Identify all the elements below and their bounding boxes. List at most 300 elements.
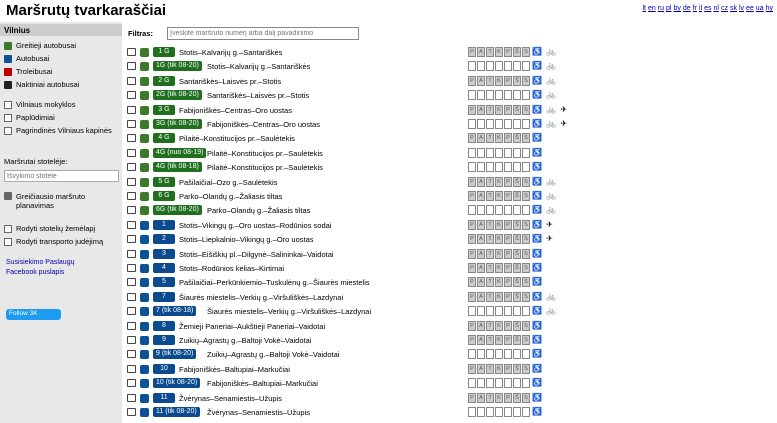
day-box[interactable]: P (468, 191, 476, 201)
route-row[interactable] (122, 162, 777, 173)
route-number-badge[interactable]: 11 (153, 393, 175, 403)
route-name[interactable]: Pašilaičiai–Perkūnkiemio–Tuskulėnų g.–Šiaurės miestelis (179, 278, 370, 288)
route-row[interactable] (122, 191, 777, 202)
day-box[interactable]: A (477, 335, 485, 345)
schedule-days[interactable] (468, 321, 531, 331)
day-box[interactable]: P (504, 191, 512, 201)
day-box[interactable]: P (504, 47, 512, 57)
schedule-days[interactable] (468, 378, 531, 388)
day-box[interactable] (504, 90, 512, 100)
day-box[interactable]: K (495, 263, 503, 273)
day-box[interactable]: S (522, 263, 530, 273)
day-box[interactable]: Š (513, 76, 521, 86)
day-box[interactable]: A (477, 220, 485, 230)
day-box[interactable] (504, 306, 512, 316)
language-link-en[interactable]: en (647, 5, 656, 12)
day-box[interactable] (495, 349, 503, 359)
day-box[interactable]: S (522, 177, 530, 187)
map-icon[interactable] (127, 235, 136, 243)
map-icon[interactable] (127, 379, 136, 387)
route-row[interactable] (122, 335, 777, 346)
map-icon[interactable] (127, 394, 136, 402)
schedule-days[interactable] (468, 263, 531, 273)
day-box[interactable] (495, 205, 503, 215)
map-icon[interactable] (127, 163, 136, 171)
language-link-lv[interactable]: lv (738, 5, 744, 12)
day-box[interactable]: S (522, 335, 530, 345)
day-box[interactable]: Š (513, 277, 521, 287)
route-number-badge[interactable]: 1G (tik 08-20) (153, 61, 202, 71)
day-box[interactable] (513, 90, 521, 100)
day-box[interactable]: A (477, 249, 485, 259)
day-box[interactable] (522, 162, 530, 172)
day-box[interactable]: S (522, 292, 530, 302)
day-box[interactable]: P (504, 292, 512, 302)
language-link-ua[interactable]: ua (755, 5, 764, 12)
language-link-il[interactable]: il (698, 5, 703, 12)
route-name[interactable]: Šiaurės miestelis–Verkių g.–Viršuliškės–Lazdynai (207, 307, 372, 317)
day-box[interactable]: K (495, 292, 503, 302)
route-name[interactable]: Zuikių–Agrastų g.–Baltoji Vokė–Vaidotai (179, 336, 312, 345)
day-box[interactable]: K (495, 249, 503, 259)
day-box[interactable]: T (486, 335, 494, 345)
map-icon[interactable] (127, 264, 136, 272)
route-number-badge[interactable]: 9 (tik 08-20) (153, 349, 196, 359)
schedule-days[interactable] (468, 292, 531, 302)
day-box[interactable]: P (468, 177, 476, 187)
route-number-badge[interactable]: 5 (153, 277, 175, 287)
day-box[interactable]: A (477, 364, 485, 374)
day-box[interactable] (477, 119, 485, 129)
route-row[interactable] (122, 407, 777, 418)
route-row[interactable] (122, 378, 777, 389)
day-box[interactable]: P (468, 335, 476, 345)
route-name[interactable]: Fabijoniškės–Centras–Oro uostas (207, 120, 320, 129)
day-box[interactable]: T (486, 364, 494, 374)
sidebar-item-transport[interactable] (4, 40, 122, 51)
route-row[interactable] (122, 76, 777, 87)
schedule-days[interactable] (468, 277, 531, 287)
route-name[interactable]: Šiaurės miestelis–Verkių g.–Viršuliškės–Lazdynai (179, 292, 344, 302)
day-box[interactable]: S (522, 393, 530, 403)
day-box[interactable]: A (477, 234, 485, 244)
day-box[interactable] (522, 119, 530, 129)
day-box[interactable]: A (477, 47, 485, 57)
route-row[interactable] (122, 148, 777, 159)
day-box[interactable] (468, 119, 476, 129)
route-number-badge[interactable]: 1 (153, 220, 175, 230)
day-box[interactable] (504, 407, 512, 417)
day-box[interactable]: Š (513, 321, 521, 331)
day-box[interactable]: T (486, 263, 494, 273)
route-row[interactable] (122, 220, 777, 231)
sidebar-item-extra[interactable] (4, 99, 122, 110)
day-box[interactable]: T (486, 321, 494, 331)
schedule-days[interactable] (468, 76, 531, 86)
day-box[interactable]: A (477, 277, 485, 287)
day-box[interactable]: S (522, 220, 530, 230)
schedule-days[interactable] (468, 306, 531, 316)
day-box[interactable] (495, 90, 503, 100)
route-number-badge[interactable]: 10 (tik 08-20) (153, 378, 200, 388)
sidebar-item-transport[interactable] (4, 53, 122, 64)
route-number-badge[interactable]: 4G (tik 08-18) (153, 162, 202, 172)
route-number-badge[interactable]: 2 (153, 234, 175, 244)
route-name[interactable]: Santariškės–Laisvės pr.–Stotis (207, 91, 310, 101)
route-row[interactable] (122, 349, 777, 360)
map-icon[interactable] (127, 278, 136, 286)
day-box[interactable] (486, 378, 494, 388)
route-name[interactable]: Pilaitė–Konstitucijos pr.–Saulėtekis (179, 134, 295, 144)
day-box[interactable]: P (504, 76, 512, 86)
route-number-badge[interactable]: 10 (153, 364, 175, 374)
day-box[interactable]: K (495, 191, 503, 201)
day-box[interactable]: P (468, 393, 476, 403)
day-box[interactable] (495, 119, 503, 129)
route-name[interactable]: Žemieji Paneriai–Aukštieji Paneriai–Vaidotai (179, 321, 326, 331)
day-box[interactable]: P (468, 133, 476, 143)
day-box[interactable]: Š (513, 364, 521, 374)
language-link-cz[interactable]: cz (720, 5, 728, 12)
day-box[interactable]: K (495, 47, 503, 57)
day-box[interactable] (504, 61, 512, 71)
day-box[interactable] (522, 148, 530, 158)
route-number-badge[interactable]: 9 (153, 335, 175, 345)
day-box[interactable] (495, 407, 503, 417)
day-box[interactable] (504, 119, 512, 129)
day-box[interactable]: S (522, 133, 530, 143)
route-name[interactable]: Stotis–Rodūnios kelias–Kirtimai (179, 264, 285, 273)
stop-input[interactable] (4, 170, 119, 182)
day-box[interactable]: Š (513, 263, 521, 273)
route-row[interactable] (122, 263, 777, 274)
route-number-badge[interactable]: 4 (153, 263, 175, 273)
route-row[interactable] (122, 61, 777, 72)
schedule-days[interactable] (468, 205, 531, 215)
day-box[interactable] (504, 162, 512, 172)
language-link-fr[interactable]: fr (692, 5, 697, 12)
day-box[interactable]: Š (513, 191, 521, 201)
route-number-badge[interactable]: 6G (tik 08-20) (153, 205, 202, 215)
day-box[interactable] (513, 148, 521, 158)
map-icon[interactable] (127, 91, 136, 99)
day-box[interactable]: A (477, 292, 485, 302)
day-box[interactable] (522, 306, 530, 316)
day-box[interactable]: T (486, 249, 494, 259)
day-box[interactable]: P (468, 76, 476, 86)
schedule-days[interactable] (468, 191, 531, 201)
route-number-badge[interactable]: 3 G (153, 105, 175, 115)
sidebar-item-extra[interactable] (4, 112, 122, 123)
day-box[interactable]: P (468, 249, 476, 259)
day-box[interactable] (522, 378, 530, 388)
day-box[interactable]: P (468, 277, 476, 287)
route-name[interactable]: Fabijoniškės–Baltupiai–Markučiai (207, 379, 318, 389)
day-box[interactable] (477, 378, 485, 388)
day-box[interactable]: A (477, 177, 485, 187)
day-box[interactable] (477, 306, 485, 316)
map-icon[interactable] (127, 322, 136, 330)
day-box[interactable]: K (495, 393, 503, 403)
day-box[interactable]: S (522, 76, 530, 86)
day-box[interactable] (468, 90, 476, 100)
day-box[interactable]: K (495, 133, 503, 143)
language-link-sk[interactable]: sk (729, 5, 737, 12)
day-box[interactable]: P (468, 234, 476, 244)
day-box[interactable] (495, 148, 503, 158)
day-box[interactable] (513, 61, 521, 71)
map-icon[interactable] (127, 250, 136, 258)
route-name[interactable]: Stotis–Vikingų g.–Oro uostas–Rodūnios sodai (179, 220, 332, 230)
day-box[interactable]: P (504, 393, 512, 403)
map-icon[interactable] (127, 149, 136, 157)
route-name[interactable]: Parko–Olandų g.–Žaliasis tiltas (207, 206, 311, 216)
route-row[interactable] (122, 292, 777, 303)
day-box[interactable] (513, 119, 521, 129)
day-box[interactable] (477, 407, 485, 417)
schedule-days[interactable] (468, 335, 531, 345)
route-row[interactable] (122, 47, 777, 58)
map-icon[interactable] (127, 62, 136, 70)
map-icon[interactable] (127, 206, 136, 214)
route-row[interactable] (122, 205, 777, 216)
day-box[interactable] (495, 61, 503, 71)
route-name[interactable]: Žvėrynas–Senamiestis–Užupis (179, 393, 282, 403)
day-box[interactable]: Š (513, 105, 521, 115)
day-box[interactable] (486, 349, 494, 359)
day-box[interactable]: P (468, 220, 476, 230)
day-box[interactable]: K (495, 105, 503, 115)
sidebar-item-transport[interactable] (4, 79, 122, 90)
route-number-badge[interactable]: 1 G (153, 47, 175, 57)
day-box[interactable]: P (504, 133, 512, 143)
route-number-badge[interactable]: 8 (153, 321, 175, 331)
day-box[interactable]: K (495, 76, 503, 86)
day-box[interactable]: P (504, 364, 512, 374)
day-box[interactable]: A (477, 191, 485, 201)
route-name[interactable]: Stotis–Kalvarijų g.–Santariškės (207, 62, 311, 72)
route-number-badge[interactable]: 11 (tik 08-20) (153, 407, 200, 417)
day-box[interactable]: Š (513, 335, 521, 345)
day-box[interactable] (522, 90, 530, 100)
day-box[interactable] (486, 162, 494, 172)
day-box[interactable] (477, 205, 485, 215)
route-number-badge[interactable]: 7 (153, 292, 175, 302)
day-box[interactable] (486, 407, 494, 417)
day-box[interactable] (495, 306, 503, 316)
day-box[interactable]: K (495, 321, 503, 331)
day-box[interactable]: K (495, 234, 503, 244)
day-box[interactable]: P (504, 234, 512, 244)
day-box[interactable]: K (495, 177, 503, 187)
day-box[interactable] (504, 349, 512, 359)
map-icon[interactable] (127, 77, 136, 85)
day-box[interactable]: A (477, 105, 485, 115)
day-box[interactable] (468, 306, 476, 316)
route-row[interactable] (122, 177, 777, 188)
day-box[interactable] (468, 349, 476, 359)
fastest-route-link[interactable] (4, 192, 122, 214)
day-box[interactable]: Š (513, 133, 521, 143)
schedule-days[interactable] (468, 364, 531, 374)
route-number-badge[interactable]: 2 G (153, 76, 175, 86)
day-box[interactable]: A (477, 393, 485, 403)
day-box[interactable]: Š (513, 47, 521, 57)
map-icon[interactable] (127, 178, 136, 186)
day-box[interactable] (513, 349, 521, 359)
day-box[interactable]: P (504, 263, 512, 273)
schedule-days[interactable] (468, 349, 531, 359)
day-box[interactable] (486, 148, 494, 158)
day-box[interactable]: A (477, 263, 485, 273)
day-box[interactable] (513, 205, 521, 215)
schedule-days[interactable] (468, 61, 531, 71)
day-box[interactable] (477, 61, 485, 71)
route-name[interactable]: Santariškės–Laisvės pr.–Stotis (179, 76, 282, 86)
day-box[interactable]: Š (513, 393, 521, 403)
day-box[interactable]: A (477, 321, 485, 331)
map-icon[interactable] (127, 365, 136, 373)
day-box[interactable]: T (486, 133, 494, 143)
route-row[interactable] (122, 277, 777, 288)
day-box[interactable] (468, 378, 476, 388)
day-box[interactable] (522, 407, 530, 417)
day-box[interactable]: A (477, 76, 485, 86)
checkbox-icon[interactable] (4, 225, 12, 233)
map-icon[interactable] (127, 350, 136, 358)
day-box[interactable]: A (477, 133, 485, 143)
day-box[interactable] (522, 349, 530, 359)
day-box[interactable]: T (486, 393, 494, 403)
route-number-badge[interactable]: 4 G (153, 133, 175, 143)
map-icon[interactable] (127, 134, 136, 142)
route-number-badge[interactable]: 3 (153, 249, 175, 259)
day-box[interactable] (468, 61, 476, 71)
day-box[interactable]: Š (513, 177, 521, 187)
day-box[interactable]: S (522, 277, 530, 287)
day-box[interactable]: T (486, 47, 494, 57)
route-number-badge[interactable]: 3G (tik 08-20) (153, 119, 202, 129)
route-row[interactable] (122, 321, 777, 332)
day-box[interactable] (495, 378, 503, 388)
day-box[interactable]: S (522, 47, 530, 57)
language-link-pl[interactable]: pl (666, 5, 672, 12)
route-row[interactable] (122, 90, 777, 101)
map-icon[interactable] (127, 408, 136, 416)
sidebar-item-transport[interactable] (4, 66, 122, 77)
day-box[interactable] (468, 162, 476, 172)
day-box[interactable]: S (522, 234, 530, 244)
route-row[interactable] (122, 119, 777, 130)
day-box[interactable]: P (504, 277, 512, 287)
day-box[interactable] (486, 306, 494, 316)
day-box[interactable]: P (468, 105, 476, 115)
day-box[interactable]: S (522, 105, 530, 115)
checkbox-icon[interactable] (4, 238, 12, 246)
map-icon[interactable] (127, 307, 136, 315)
filter-input[interactable] (167, 27, 359, 40)
route-name[interactable]: Pilaitė–Konstitucijos pr.–Saulėtekis (207, 148, 323, 158)
day-box[interactable] (468, 407, 476, 417)
route-name[interactable]: Pilaitė–Konstitucijos pr.–Saulėtekis (207, 163, 323, 173)
day-box[interactable]: P (468, 47, 476, 57)
route-name[interactable]: Parko–Olandų g.–Žaliasis tiltas (179, 192, 283, 201)
day-box[interactable]: S (522, 249, 530, 259)
day-box[interactable] (477, 148, 485, 158)
route-number-badge[interactable]: 5 G (153, 177, 175, 187)
sidebar-item-extra[interactable] (4, 125, 122, 136)
map-icon[interactable] (127, 192, 136, 200)
language-link-hy[interactable]: hy (765, 5, 773, 12)
schedule-days[interactable] (468, 119, 531, 129)
map-icon[interactable] (127, 120, 136, 128)
day-box[interactable]: Š (513, 220, 521, 230)
day-box[interactable] (513, 407, 521, 417)
map-icon[interactable] (127, 48, 136, 56)
route-row[interactable] (122, 133, 777, 144)
route-name[interactable]: Pašilaičiai–Ozo g.–Saulėtekis (179, 177, 278, 187)
day-box[interactable] (486, 119, 494, 129)
day-box[interactable]: T (486, 292, 494, 302)
schedule-days[interactable] (468, 47, 531, 57)
day-box[interactable] (504, 148, 512, 158)
day-box[interactable]: T (486, 76, 494, 86)
day-box[interactable] (522, 205, 530, 215)
map-link[interactable] (4, 236, 122, 247)
day-box[interactable] (486, 90, 494, 100)
schedule-days[interactable] (468, 407, 531, 417)
day-box[interactable] (495, 162, 503, 172)
day-box[interactable]: T (486, 277, 494, 287)
day-box[interactable] (477, 90, 485, 100)
route-row[interactable] (122, 249, 777, 260)
day-box[interactable]: P (504, 335, 512, 345)
schedule-days[interactable] (468, 220, 531, 230)
route-name[interactable]: Stotis–Liepkalnio–Vikingų g.–Oro uostas (179, 235, 314, 245)
route-name[interactable]: Fabijoniškės–Baltupiai–Markučiai (179, 364, 290, 374)
day-box[interactable]: P (504, 220, 512, 230)
day-box[interactable] (513, 306, 521, 316)
day-box[interactable]: P (468, 321, 476, 331)
day-box[interactable] (468, 205, 476, 215)
footer-link[interactable]: Facebook puslapis (6, 269, 65, 276)
map-icon[interactable] (127, 106, 136, 114)
day-box[interactable]: P (504, 321, 512, 331)
day-box[interactable] (486, 205, 494, 215)
language-link-de[interactable]: de (682, 5, 691, 12)
map-icon[interactable] (127, 293, 136, 301)
day-box[interactable] (477, 162, 485, 172)
language-link-lt[interactable]: lt (642, 5, 646, 12)
day-box[interactable]: Š (513, 249, 521, 259)
day-box[interactable]: K (495, 335, 503, 345)
schedule-days[interactable] (468, 234, 531, 244)
route-number-badge[interactable]: 4G (nuo 08-19) (153, 148, 206, 158)
day-box[interactable] (522, 61, 530, 71)
map-link[interactable] (4, 223, 122, 234)
schedule-days[interactable] (468, 105, 531, 115)
day-box[interactable] (477, 349, 485, 359)
day-box[interactable]: S (522, 364, 530, 374)
day-box[interactable] (468, 148, 476, 158)
schedule-days[interactable] (468, 90, 531, 100)
language-link-es[interactable]: es (704, 5, 712, 12)
route-number-badge[interactable]: 6 G (153, 191, 175, 201)
language-link-by[interactable]: by (673, 5, 681, 12)
day-box[interactable]: S (522, 321, 530, 331)
schedule-days[interactable] (468, 393, 531, 403)
route-number-badge[interactable]: 2G (tik 08-20) (153, 90, 202, 100)
